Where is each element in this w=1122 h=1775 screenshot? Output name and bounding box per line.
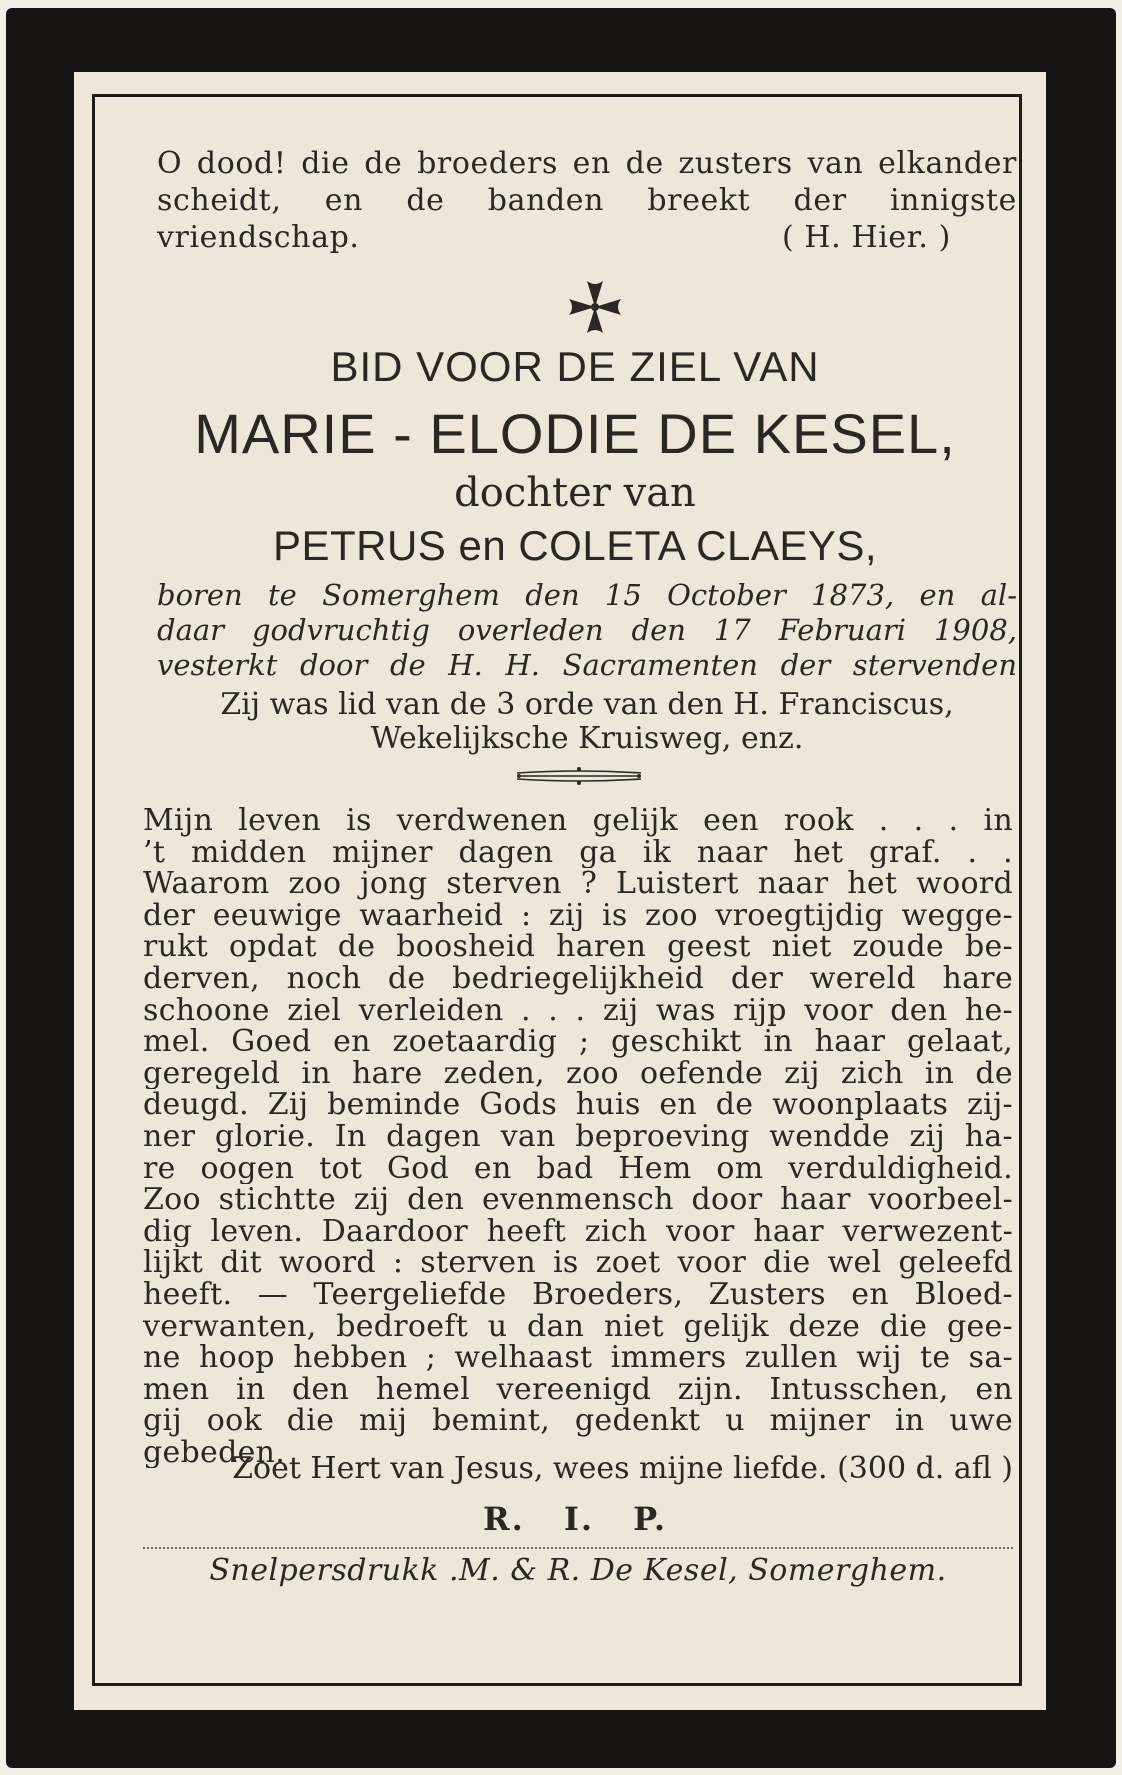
body-line: derven, noch de bedriegelijkheid der wereld hare bbox=[143, 962, 1013, 995]
body-line: ’t midden mijner dagen ga ik naar het graf. . . bbox=[143, 836, 1013, 869]
body-line: rukt opdat de boosheid haren geest niet zoude be- bbox=[143, 931, 1013, 963]
body-line: schoone ziel verleiden . . . zij was rijp voor den he- bbox=[143, 994, 1013, 1027]
body-line: gebeden. bbox=[143, 1436, 286, 1469]
prayer-heading: BID VOOR DE ZIEL VAN bbox=[330, 343, 820, 390]
membership-line: Zij was lid van de 3 orde van den H. Franciscus, bbox=[220, 687, 954, 722]
details-line: daar godvruchtig overleden den 17 Februari 1908, bbox=[157, 613, 1017, 647]
printer-credit: Snelpersdrukk .M. & R. De Kesel, Somerghem. bbox=[209, 1553, 947, 1588]
body-line: mel. Goed en zoetaardig ; geschikt in haar gelaat, bbox=[143, 1026, 1013, 1058]
inner-frame bbox=[92, 94, 1022, 1686]
body-line: geregeld in hare zeden, zoo oefende zij zich in de bbox=[143, 1057, 1013, 1090]
membership-line: Wekelijksche Kruisweg, enz. bbox=[370, 721, 804, 756]
cross-icon bbox=[565, 277, 625, 337]
closing-prayer: Zoet Hert van Jesus, wees mijne liefde. (300 d. afl ) bbox=[232, 1451, 1013, 1486]
details-line: boren te Somerghem den 15 October 1873, en al- bbox=[157, 578, 1017, 612]
quote-source: ( H. Hier. ) bbox=[781, 220, 951, 255]
body-line: dig leven. Daardoor heeft zich voor haar verwezent- bbox=[143, 1215, 1013, 1248]
body-line: deugd. Zij beminde Gods huis en de woonplaats zij- bbox=[143, 1089, 1013, 1121]
body-line: verwanten, bedroeft u dan niet gelijk deze die gee- bbox=[143, 1310, 1013, 1343]
dotted-divider bbox=[143, 1547, 1013, 1549]
body-line: Zoo stichtte zij den evenmensch door haar voorbeel- bbox=[143, 1184, 1013, 1216]
body-line: Waarom zoo jong sterven ? Luistert naar het woord bbox=[143, 868, 1013, 900]
memorial-card bbox=[6, 8, 1116, 1768]
body-line: lijkt dit woord : sterven is zoet voor die wel geleefd bbox=[143, 1247, 1013, 1279]
opening-quote bbox=[157, 145, 1017, 256]
body-line: ner glorie. In dagen van beproeving wendde zij ha- bbox=[143, 1120, 1013, 1153]
deceased-name: MARIE - ELODIE DE KESEL, bbox=[194, 402, 956, 465]
body-line: heeft. — Teergeliefde Broeders, Zusters en Bloed- bbox=[143, 1278, 1013, 1311]
body-line: men in den hemel vereenigd zijn. Intusschen, en bbox=[143, 1373, 1013, 1406]
card-paper bbox=[74, 72, 1046, 1710]
body-line: gij ook die mij bemint, gedenkt u mijner in uwe bbox=[143, 1405, 1013, 1437]
relation-text: dochter van bbox=[454, 470, 696, 516]
body-paragraph bbox=[143, 805, 1013, 1468]
body-line: ne hoop hebben ; welhaast immers zullen wij te sa- bbox=[143, 1342, 1013, 1374]
body-line: Mijn leven is verdwenen gelijk een rook . . . in bbox=[143, 805, 1013, 837]
ornament-divider-icon bbox=[515, 763, 643, 789]
body-line: der eeuwige waarheid : zij is zoo vroegtijdig wegge- bbox=[143, 899, 1013, 932]
quote-text: O dood! die de broeders en de zusters van elkander scheidt, en de banden breekt der innigste vriendschap. bbox=[157, 146, 1017, 255]
body-line: re oogen tot God en bad Hem om verduldigheid. bbox=[143, 1152, 1013, 1185]
parents-names: PETRUS en COLETA CLAEYS, bbox=[272, 522, 878, 569]
rip-text: R. I. P. bbox=[482, 1500, 668, 1538]
details-line: vesterkt door de H. H. Sacramenten der stervenden bbox=[157, 648, 1017, 682]
